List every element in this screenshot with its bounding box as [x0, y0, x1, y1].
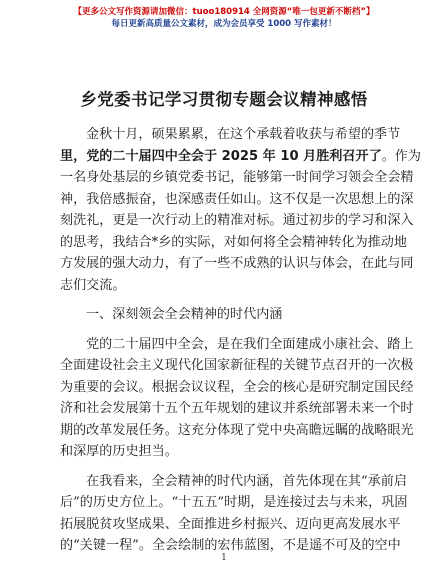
paragraph-3-line: 在我看来，全会精神的时代内涵，首先体现在其“承前启 [86, 473, 407, 489]
document-body [60, 124, 421, 557]
paragraph-1-line: 方发展的强大动力，有了一些不成熟的认识与体会，在此与同 [60, 256, 414, 271]
bold-text: 党的二十届四中全会于 2025 年 10 月胜利召开了 [86, 148, 382, 164]
paragraph-2-line: 党的二十届四中全会，是在我们全面建成小康社会、踏上 [86, 336, 414, 352]
paragraph-2-line: 为重要的会议。根据会议议程，全会的核心是研究制定国民经 [60, 379, 414, 395]
paragraph-3-line: 后”的历史方位上。“十五五”时期，是连接过去与未来，巩固 [60, 495, 408, 510]
promo-banner-line-2: 每日更新高质量公文素材，成为会员享受 1000 写作素材！ [111, 19, 337, 29]
paragraph-1-line: 刻洗礼，更是一次行动上的精准对标。通过初步的学习和深入 [60, 213, 414, 228]
text-run: 。作为 [381, 148, 421, 164]
section-heading: 一、深刻领会全会精神的时代内涵 [86, 307, 283, 322]
text-run: 金秋十月，硕果累累，在这个承载着收获与希望的季节 [86, 127, 401, 142]
promo-banner-line-1: 【更多公文写作资源请加微信：tuoo180914 全网资源“唯一包更新不断档”】 [73, 7, 375, 17]
paragraph-1-line [60, 124, 401, 146]
paragraph-3-line: 的“关键一程”。全会绘制的宏伟蓝图，不是遥不可及的空中 [60, 538, 401, 553]
paragraph-3-line: 拓展脱贫攻坚成果、全面推进乡村振兴、迈向更高发展水平 [60, 516, 401, 532]
paragraph-2-line: 济和社会发展第十五个五年规划的建议并系统部署未来一个时 [60, 401, 414, 416]
paragraph-1-line: 的思考，我结合*乡的实际，对如何将全会精神转化为推动地 [60, 234, 407, 250]
paragraph-1-line: 志们交流。 [60, 277, 126, 293]
document-title: 乡党委书记学习贯彻专题会议精神感悟 [80, 90, 368, 109]
paragraph-1-line: 神，我倍感振奋，也深感责任如山。这不仅是一次思想上的深 [60, 191, 414, 207]
page-number: 1 [221, 553, 227, 563]
paragraph-2-line: 和深厚的历史担当。 [60, 444, 178, 459]
paragraph-2-line: 全面建设社会主义现代化国家新征程的关键节点召开的一次极 [60, 358, 414, 373]
paragraph-1-line [60, 146, 421, 168]
bold-text: 里， [60, 148, 87, 164]
paragraph-2-line: 期的改革发展任务。这充分体现了党中央高瞻远瞩的战略眼光 [60, 422, 414, 438]
promo-banner [0, 6, 448, 30]
paragraph-1-line: 一名身处基层的乡镇党委书记，能够第一时间学习领会全会精 [60, 170, 414, 185]
